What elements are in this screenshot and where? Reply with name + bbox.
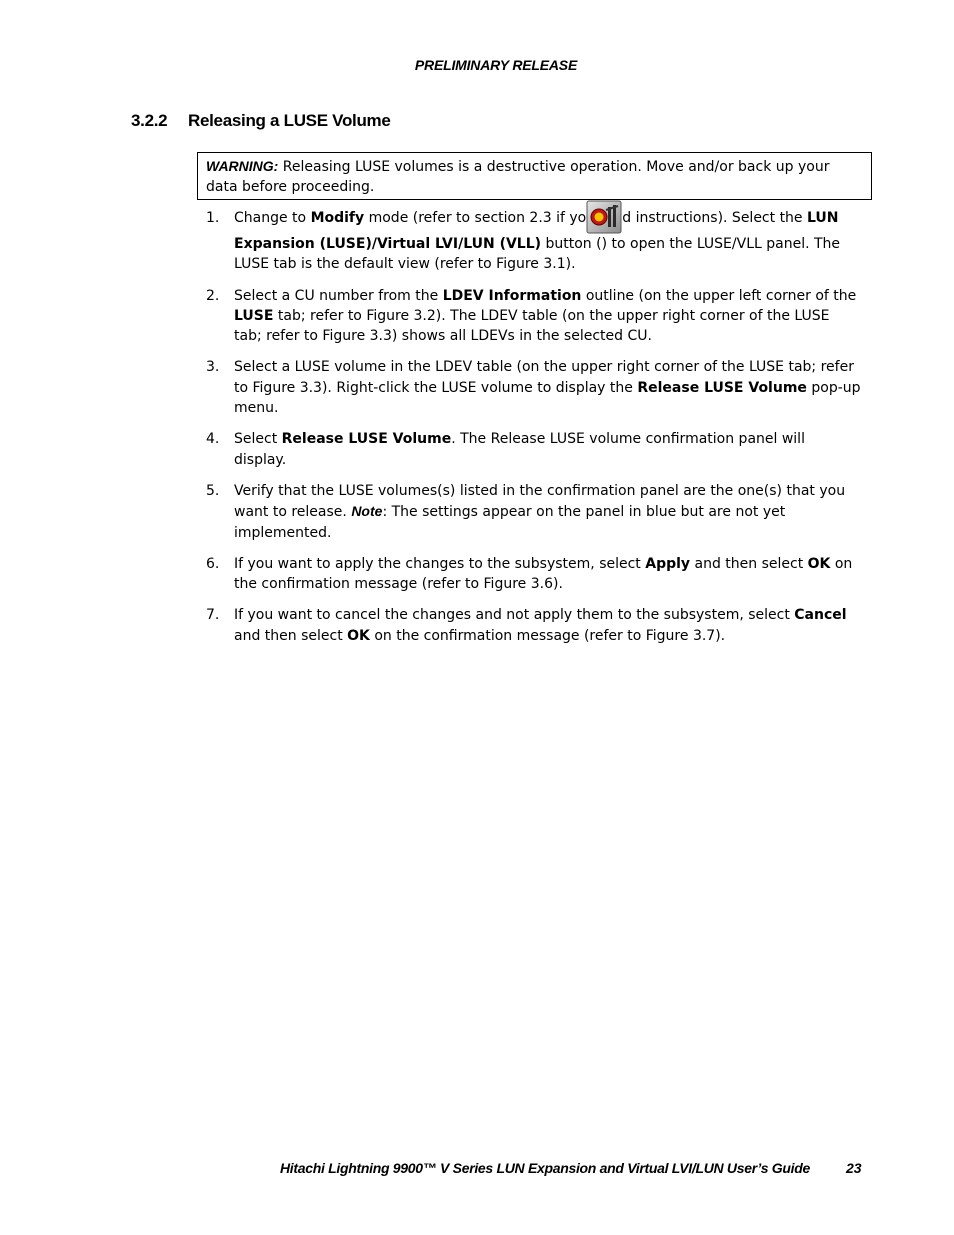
step-bold: Release LUSE Volume (637, 379, 807, 396)
step-bold: OK (347, 627, 370, 644)
step-text: on the confirmation message (refer to Figure 3.7). (369, 627, 726, 644)
step-7 (206, 605, 861, 646)
note-label: Note (351, 503, 383, 520)
step-text: d instructions). Select the (622, 210, 807, 226)
step-text: Verify that the LUSE volumes(s) listed in the confirmation panel are the one(s) that you want to release. (234, 482, 846, 521)
section-number: 3.2.2 (131, 111, 168, 130)
step-number: 4. (206, 431, 220, 448)
step-text: button ( (541, 236, 602, 252)
step-text: . The Release LUSE volume confirmation panel will display. (234, 431, 805, 468)
step-text: Select (234, 431, 282, 448)
step-text: on the confirmation message (refer to Figure 3.6). (234, 555, 853, 593)
step-number: 5. (206, 482, 220, 499)
step-number: 6. (206, 555, 220, 572)
step-bold: Release LUSE Volume (281, 431, 452, 448)
step-text: mode (refer to section 2.3 if yo (364, 210, 587, 226)
step-bold: Apply (645, 555, 691, 572)
step-bold: OK (807, 555, 831, 572)
section-title: Releasing a LUSE Volume (188, 111, 391, 130)
running-header: PRELIMINARY RELEASE (414, 57, 578, 73)
step-text: If you want to apply the changes to the subsystem, select (234, 555, 646, 572)
step-text: Select a LUSE volume in the LDEV table (on the upper right corner of the LUSE tab; refer to Figure 3.3). Right-click the LUSE volume to display the (234, 359, 854, 396)
procedure-steps (206, 208, 861, 657)
luse-vll-button-icon (586, 200, 622, 234)
step-number: 7. (206, 607, 220, 624)
step-text: pop-up menu. (234, 379, 861, 417)
footer-title: Hitachi Lightning 9900™ V Series LUN Expansion and Virtual LVI/LUN User’s Guide (280, 1160, 810, 1176)
section-heading (131, 111, 391, 131)
step-text: outline (on the upper left corner of the (581, 287, 857, 304)
step-4 (206, 429, 861, 470)
step-bold: LUSE (234, 307, 274, 324)
warning-text: Releasing LUSE volumes is a destructive operation. Move and/or back up your data before proceeding. (206, 159, 830, 195)
step-text: : The settings appear on the panel in blue but are not yet implemented. (234, 504, 786, 541)
step-text: If you want to cancel the changes and not apply them to the subsystem, select (234, 607, 795, 624)
step-bold: LUN Expansion (LUSE)/Virtual LVI/LUN (VLL) (234, 210, 839, 252)
step-number: 1. (206, 210, 220, 226)
step-5 (206, 481, 861, 543)
step-number: 2. (206, 287, 220, 304)
step-bold: Modify (310, 210, 365, 226)
step-text: Select a CU number from the (234, 287, 443, 304)
step-text: Change to (234, 210, 311, 226)
step-text: ) to open the LUSE/VLL panel. The LUSE tab is the default view (refer to Figure 3.1). (234, 236, 841, 273)
step-2 (206, 286, 861, 347)
step-bold: LDEV Information (442, 287, 582, 304)
page-number: 23 (846, 1160, 862, 1176)
step-text: and then select (690, 555, 808, 572)
step-text: and then select (234, 627, 348, 644)
step-1 (206, 208, 861, 275)
step-bold: Cancel (794, 607, 847, 624)
step-text: tab; refer to Figure 3.2). The LDEV table (on the upper right corner of the LUSE tab; refer to Figure 3.3) shows all LDEVs in the selected CU. (234, 307, 830, 345)
warning-box (197, 152, 872, 200)
step-3 (206, 357, 861, 418)
step-6 (206, 554, 861, 595)
step-number: 3. (206, 359, 220, 376)
warning-label: WARNING: (206, 158, 279, 174)
